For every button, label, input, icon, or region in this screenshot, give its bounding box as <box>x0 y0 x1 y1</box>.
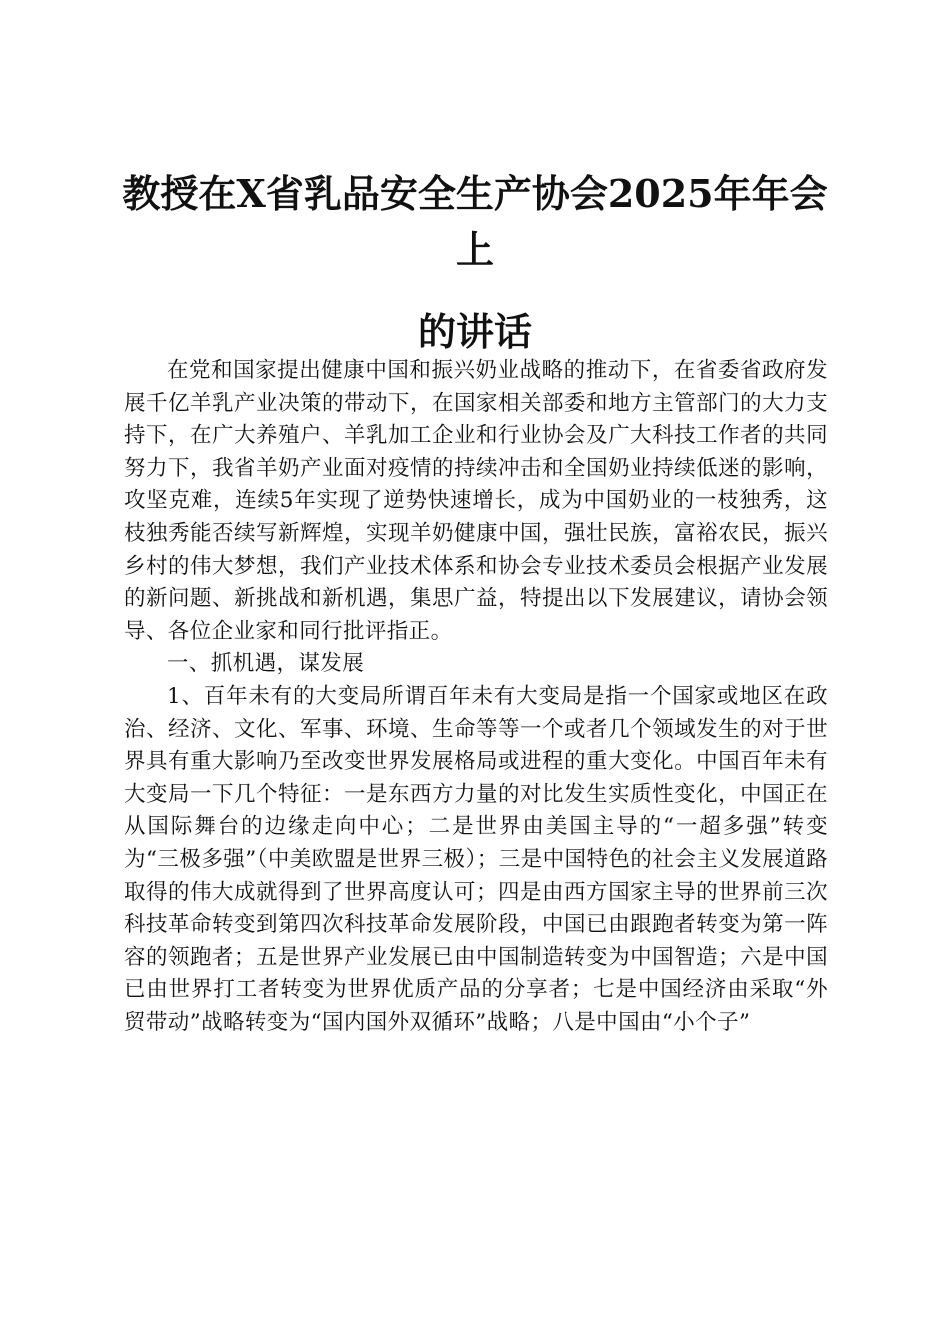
document-title <box>110 166 840 360</box>
intro-paragraph: 在党和国家提出健康中国和振兴奶业战略的推动下，在省委省政府发展千亿羊乳产业决策的带动下，在国家相关部委和地方主管部门的大力支持下，在广大养殖户、羊乳加工企业和行业协会及广大科技工作者的共同努力下，我省羊奶产业面对疫情的持续冲击和全国奶业持续低迷的影响，攻坚克难，连续5年实现了逆势快速增长，成为中国奶业的一枝独秀，这枝独秀能否续写新辉煌，实现羊奶健康中国，强壮民族，富裕农民，振兴乡村的伟大梦想，我们产业技术体系和协会专业技术委员会根据产业发展的新问题、新挑战和新机遇，集思广益，特提出以下发展建议，请协会领导、各位企业家和同行批评指正。 <box>124 358 828 644</box>
document-body <box>124 355 828 1039</box>
title-line-1: 教授在X省乳品安全生产协会2025年年会上 <box>122 171 828 272</box>
body-paragraph: 1、百年未有的大变局所谓百年未有大变局是指一个国家或地区在政治、经济、文化、军事、环境、生命等等一个或者几个领域发生的对于世界具有重大影响乃至改变世界发展格局或进程的重大变化。中国百年未有大变局一下几个特征：一是东西方力量的对比发生实质性变化，中国正在从国际舞台的边缘走向中心；二是世界由美国主导的“一超多强”转变为“三极多强”（中美欧盟是世界三极）；三是中国特色的社会主义发展道路取得的伟大成就得到了世界高度认可；四是由西方国家主导的世界前三次科技革命转变到第四次科技革命发展阶段，中国已由跟跑者转变为第一阵容的领跑者；五是世界产业发展已由中国制造转变为中国智造；六是中国已由世界打工者转变为世界优质产品的分享者；七是中国经济由采取“外贸带动”战略转变为“国内国外双循环”战略；八是中国由“小个子” <box>124 683 828 1035</box>
section-heading: 一、抓机遇，谋发展 <box>167 651 365 677</box>
title-line-2: 的讲话 <box>417 309 532 354</box>
